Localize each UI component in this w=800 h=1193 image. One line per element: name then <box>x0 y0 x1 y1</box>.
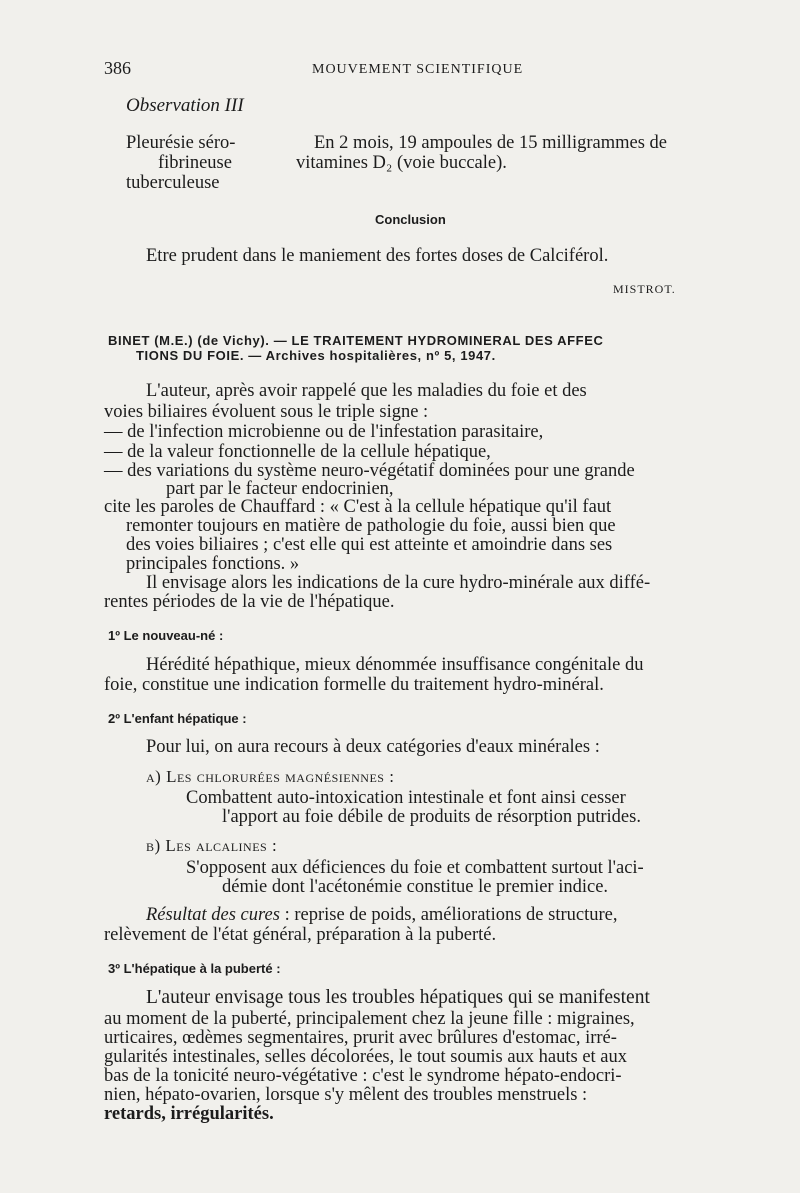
body-line: gularités intestinales, selles décolorées, le tout soumis aux hauts et aux <box>104 1047 628 1067</box>
body-line: rentes périodes de la vie de l'hépatique. <box>104 592 395 612</box>
body-line: des voies biliaires ; c'est elle qui est atteinte et amoindrie dans ses <box>126 535 613 555</box>
reference-line: BINET (M.E.) (de Vichy). — LE TRAITEMENT HYDROMINERAL DES AFFEC <box>108 333 604 348</box>
observation-diagnosis-line: fibrineuse <box>158 153 232 173</box>
body-line: démie dont l'acétonémie constitue le premier indice. <box>222 877 609 897</box>
body-line: L'auteur envisage tous les troubles hépatiques qui se manifestent <box>146 987 650 1008</box>
body-line: l'apport au foie débile de produits de résorption putrides. <box>222 807 641 827</box>
body-line: — des variations du système neuro-végétatif dominées pour une grande <box>104 461 635 481</box>
observation-diagnosis-line: tuberculeuse <box>126 173 220 193</box>
body-line: nien, hépato-ovarien, lorsque s'y mêlent des troubles menstruels : <box>104 1085 588 1105</box>
observation-treatment-line: vitamines D₂ (voie buccale). <box>296 153 507 173</box>
section-heading: 1º Le nouveau-né : <box>108 628 224 643</box>
signature: MISTROT. <box>613 282 676 296</box>
result-label: Résultat des cures <box>146 905 280 925</box>
body-line: part par le facteur endocrinien, <box>166 479 394 499</box>
body-line: foie, constitue une indication formelle du traitement hydro-minéral. <box>104 675 604 695</box>
subsection-label: b) Les alcalines : <box>146 836 278 855</box>
body-line: — de l'infection microbienne ou de l'infestation parasitaire, <box>104 422 544 442</box>
body-line: Hérédité hépathique, mieux dénommée insuffisance congénitale du <box>146 655 644 675</box>
body-line: bas de la tonicité neuro-végétative : c'est le syndrome hépato-endocri- <box>104 1066 622 1086</box>
conclusion-heading: Conclusion <box>375 212 446 227</box>
body-line: urticaires, œdèmes segmentaires, prurit avec brûlures d'estomac, irré- <box>104 1028 617 1048</box>
body-line: principales fonctions. » <box>126 554 300 574</box>
section-heading: 2º L'enfant hépatique : <box>108 711 247 726</box>
section-heading: 3º L'hépatique à la puberté : <box>108 961 281 976</box>
body-line: remonter toujours en matière de pathologie du foie, aussi bien que <box>126 516 616 536</box>
page-number: 386 <box>104 58 131 78</box>
body-line: voies biliaires évoluent sous le triple signe : <box>104 402 429 422</box>
subsection-label: a) Les chlorurées magnésiennes : <box>146 767 395 786</box>
body-line: au moment de la puberté, principalement chez la jeune fille : migraines, <box>104 1009 635 1029</box>
body-line: relèvement de l'état général, préparation à la puberté. <box>104 925 497 945</box>
body-line <box>146 905 617 925</box>
body-line: — de la valeur fonctionnelle de la cellule hépatique, <box>104 442 491 462</box>
observation-treatment-line: En 2 mois, 19 ampoules de 15 milligrammes de <box>314 133 667 153</box>
body-line: S'opposent aux déficiences du foie et combattent surtout l'aci- <box>186 858 644 878</box>
body-line: cite les paroles de Chauffard : « C'est à la cellule hépatique qu'il faut <box>104 497 612 517</box>
body-line: Pour lui, on aura recours à deux catégories d'eaux minérales : <box>146 737 600 757</box>
reference-line: TIONS DU FOIE. — Archives hospitalières, nº 5, 1947. <box>136 348 496 363</box>
conclusion-text: Etre prudent dans le maniement des fortes doses de Calciférol. <box>146 246 609 266</box>
body-line: L'auteur, après avoir rappelé que les maladies du foie et des <box>146 381 587 401</box>
body-line: retards, irrégularités. <box>104 1104 274 1124</box>
body-line: Il envisage alors les indications de la cure hydro-minérale aux diffé- <box>146 573 651 593</box>
running-title: MOUVEMENT SCIENTIFIQUE <box>312 62 524 77</box>
observation-diagnosis-line: Pleurésie séro- <box>126 133 236 153</box>
result-text: : reprise de poids, améliorations de structure, <box>279 905 618 925</box>
observation-title: Observation III <box>126 95 244 116</box>
body-line: Combattent auto-intoxication intestinale et font ainsi cesser <box>186 788 626 808</box>
